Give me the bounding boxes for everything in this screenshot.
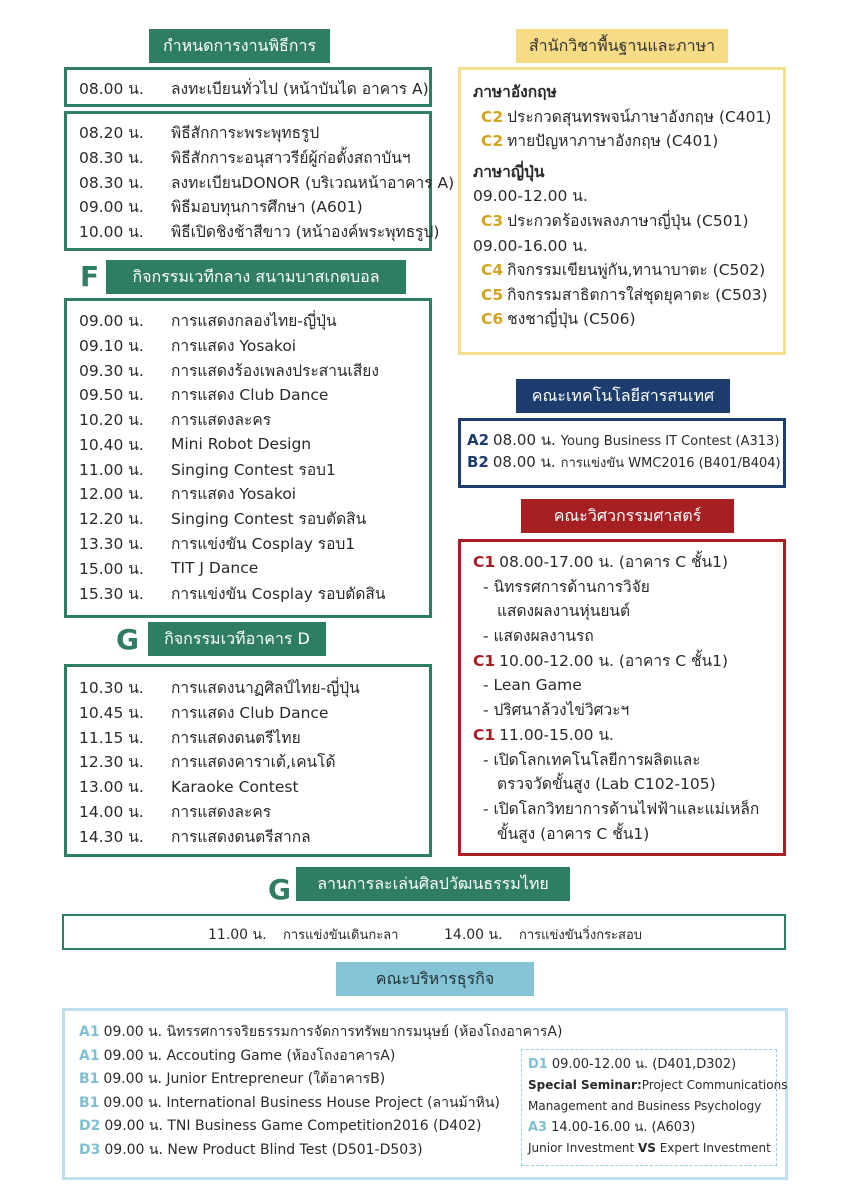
time: 15.00 น.	[79, 559, 144, 578]
activity-row	[473, 105, 771, 130]
schedule-row	[79, 120, 417, 145]
registration-box	[64, 67, 432, 107]
schedule-row	[79, 725, 417, 750]
eng-item: แสดงผลงานหุ่นยนต์	[497, 602, 631, 621]
activity: การแข่งขัน Cosplay รอบ1	[171, 535, 356, 554]
time: 12.00 น.	[79, 485, 144, 504]
schedule-row	[79, 799, 417, 824]
schedule-row	[79, 581, 417, 606]
room-code: C5	[481, 285, 504, 304]
activity: Singing Contest รอบตัดสิน	[171, 510, 367, 529]
zone-g2-box	[62, 914, 786, 950]
room-code: C1	[473, 553, 496, 571]
activity: ทายปัญหาภาษาอังกฤษ (C401)	[507, 132, 719, 151]
schedule-row	[79, 824, 417, 849]
time-location: 08.00-17.00 น. (อาคาร C ชั้น1)	[499, 553, 729, 571]
room-code: C1	[473, 651, 496, 670]
schedule-row	[79, 432, 417, 457]
activity-row	[473, 307, 771, 332]
eng-header: คณะวิศวกรรมศาสตร์	[521, 499, 734, 533]
activity: การแข่งขันวิ่งกระสอบ	[519, 928, 643, 943]
eng-item: - เปิดโลกวิทยาการด้านไฟฟ้าและแม่เหล็ก	[483, 799, 760, 818]
activity: 09.00 น. Junior Entrepreneur (ใต้อาคารB)	[103, 1071, 386, 1087]
business-box	[62, 1008, 788, 1180]
activity-row	[473, 283, 771, 308]
activity: 09.00 น. TNI Business Game Competition2016 (D402)	[104, 1118, 482, 1134]
zone-f-header: กิจกรรมเวทีกลาง สนามบาสเกตบอล	[106, 260, 406, 294]
activity: Karaoke Contest	[171, 777, 299, 796]
activity: การแสดงคาราเต้,เคนโด้	[171, 753, 336, 772]
zone-g-letter: G	[116, 623, 139, 656]
english-list	[473, 105, 771, 154]
zone-g2-header: ลานการละเล่นศิลปวัฒนธรรมไทย	[296, 867, 570, 901]
d1-row	[528, 1054, 770, 1075]
seminar-row-1	[528, 1075, 788, 1096]
schedule-row	[79, 482, 417, 507]
time: 09.50 น.	[79, 386, 144, 405]
room-code: B2	[467, 453, 489, 471]
activity: ประกวดร้องเพลงภาษาญี่ปุ่น (C501)	[507, 211, 749, 230]
time: 08.30 น.	[79, 148, 144, 167]
game-2	[444, 924, 642, 946]
room-code: B1	[79, 1094, 100, 1111]
eng-item: - Lean Game	[483, 676, 582, 695]
activity: Singing Contest รอบ1	[171, 460, 336, 479]
activity-row	[473, 258, 771, 283]
room-code: C6	[481, 310, 504, 329]
activity: การแสดงดนตรีไทย	[171, 728, 301, 747]
activity: 09.00 น. International Business House Project (ลานม้าหิน)	[103, 1094, 500, 1111]
activity: 09.00 น. Accouting Game (ห้องโถงอาคารA)	[103, 1047, 396, 1064]
japanese-title: ภาษาญี่ปุ่น	[473, 162, 545, 181]
activity: การแข่งขันเดินกะลา	[283, 928, 399, 943]
time: 14.30 น.	[79, 827, 144, 846]
business-header: คณะบริหารธุรกิจ	[336, 962, 534, 996]
basic-box	[458, 67, 786, 355]
a3-row	[528, 1117, 770, 1138]
activity: ลงทะเบียนทั่วไป (หน้าบันได อาคาร A)	[171, 79, 429, 98]
room-code: A2	[467, 431, 490, 449]
seminar-row-2: Management and Business Psychology	[528, 1099, 762, 1113]
schedule-row	[79, 531, 417, 556]
activity: การแสดงนาฏศิลป์ไทย-ญี่ปุ่น	[171, 678, 360, 697]
it-box	[458, 418, 786, 488]
time: 13.00 น.	[79, 778, 144, 797]
japanese-list-1	[473, 209, 771, 234]
time: 10.00 น.	[79, 223, 144, 242]
ceremony-header: กำหนดการงานพิธีการ	[149, 29, 330, 63]
d1-text: 09.00-12.00 น. (D401,D302)	[551, 1057, 737, 1072]
eng-item: - ปริศนาล้วงไข่วิศวะฯ	[483, 701, 630, 720]
japanese-list-2	[473, 258, 771, 332]
time: 12.30 น.	[79, 753, 144, 772]
schedule-row	[79, 700, 417, 725]
time: 08.00 น.	[79, 79, 144, 98]
eng-block-head	[473, 550, 771, 575]
activity: พิธีสักการะพระพุทธรูป	[171, 123, 320, 142]
schedule-row	[79, 774, 417, 799]
business-side-box	[521, 1049, 788, 1166]
time: 09.00 น.	[79, 311, 144, 330]
a3-text: 14.00-16.00 น. (A603)	[551, 1120, 696, 1135]
basic-header: สำนักวิชาพื้นฐานและภาษา	[516, 29, 728, 63]
eng-list	[473, 550, 771, 846]
room-code: C2	[481, 132, 504, 151]
activity: กิจกรรมสาธิตการใส่ชุดยุคาตะ (C503)	[507, 285, 768, 304]
zone-g-box	[64, 664, 432, 857]
time: 09.30 น.	[79, 361, 144, 380]
investment-right: Expert Investment	[655, 1141, 771, 1155]
time: 10.20 น.	[79, 411, 144, 430]
room-code: D3	[79, 1141, 101, 1158]
activity: Young Business IT Contest (A313)	[560, 434, 780, 449]
schedule-row	[79, 675, 417, 700]
time: 08.20 น.	[79, 123, 144, 142]
schedule-row	[79, 219, 440, 244]
activity: การแสดงละคร	[171, 802, 272, 821]
seminar-label: Special Seminar:	[528, 1078, 642, 1092]
it-list	[467, 429, 781, 473]
activity: 09.00 น. นิทรรศการจริยธรรมการจัดการทรัพยากรมนุษย์ (ห้องโถงอาคารA)	[103, 1024, 563, 1040]
activity: พิธีสักการะอนุสาวรีย์ผู้ก่อตั้งสถาบันฯ	[171, 148, 411, 167]
activity: พิธีเปิดชิงช้าสีขาว (หน้าองค์พระพุทธรูป)	[171, 223, 440, 242]
activity: การแสดง Club Dance	[171, 703, 329, 722]
room-code: D2	[79, 1118, 101, 1134]
room-code: A1	[79, 1047, 100, 1064]
schedule-row	[79, 194, 417, 219]
activity: การแข่งขัน Cosplay รอบตัดสิน	[171, 584, 386, 603]
zone-g-header: กิจกรรมเวทีอาคาร D	[148, 622, 326, 656]
it-header: คณะเทคโนโลยีสารสนเทศ	[516, 379, 730, 413]
room-code: C2	[481, 107, 504, 126]
schedule-row	[79, 145, 417, 170]
time: 10.45 น.	[79, 703, 144, 722]
eng-item: ตรวจวัดขั้นสูง (Lab C102-105)	[497, 775, 716, 794]
time: 13.30 น.	[79, 535, 144, 554]
time: 14.00 น.	[79, 802, 144, 821]
activity: การแสดง Yosakoi	[171, 336, 297, 355]
schedule-row	[79, 170, 455, 195]
activity: 09.00 น. New Product Blind Test (D501-D503)	[104, 1141, 423, 1158]
room-code: B1	[79, 1071, 100, 1087]
registration-row	[79, 76, 429, 101]
time: 08.00 น.	[492, 453, 556, 471]
activity-row	[473, 209, 771, 234]
activity: การแสดงดนตรีสากล	[171, 827, 311, 846]
time: 08.00 น.	[493, 431, 556, 449]
it-row	[467, 429, 780, 451]
schedule-row	[79, 506, 417, 531]
time: 11.00 น.	[79, 460, 144, 479]
eng-item: ขั้นสูง (อาคาร C ชั้น1)	[497, 824, 650, 843]
time: 15.30 น.	[79, 584, 144, 603]
activity: การแสดงกลองไทย-ญี่ปุ่น	[171, 311, 337, 330]
time: 10.40 น.	[79, 435, 144, 454]
schedule-row	[79, 749, 417, 774]
room-code: C4	[481, 261, 504, 280]
room-code: D1	[528, 1057, 548, 1072]
game-1	[208, 924, 398, 946]
schedule-row	[79, 358, 417, 383]
zone-f-letter: F	[80, 260, 100, 293]
schedule-row	[79, 333, 417, 358]
english-title: ภาษาอังกฤษ	[473, 83, 557, 101]
activity: ชงชาญี่ปุ่น (C506)	[507, 310, 636, 329]
eng-box	[458, 539, 786, 856]
it-row	[467, 451, 781, 473]
eng-block-head	[473, 723, 771, 748]
eng-item: - นิทรรศการด้านการวิจัย	[483, 577, 650, 596]
business-row	[79, 1021, 771, 1045]
activity: กิจกรรมเขียนพู่กัน,ทานาบาตะ (C502)	[507, 261, 766, 280]
activity-row	[473, 129, 771, 154]
room-code: A1	[79, 1024, 100, 1040]
zone-f-box	[64, 298, 432, 618]
activity: การแสดง Yosakoi	[171, 485, 297, 504]
ceremony-box	[64, 111, 455, 251]
japanese-time-2: 09.00-16.00 น.	[473, 236, 588, 255]
activity: TIT J Dance	[171, 559, 259, 578]
eng-item: - เปิดโลกเทคโนโลยีการผลิตและ	[483, 750, 701, 769]
activity: พิธีมอบทุนการศึกษา (A601)	[171, 198, 363, 217]
room-code: C1	[473, 725, 496, 744]
time: 10.30 น.	[79, 678, 144, 697]
time: 08.30 น.	[79, 173, 144, 192]
seminar-title-1: Project Communications	[641, 1078, 788, 1092]
time: 12.20 น.	[79, 510, 144, 529]
zone-g-list	[79, 675, 417, 849]
investment-left: Junior Investment	[528, 1141, 638, 1155]
room-code: A3	[528, 1120, 548, 1135]
time: 11.00 น.	[208, 927, 267, 943]
activity: การแสดง Club Dance	[171, 386, 329, 405]
vs-label: VS	[637, 1141, 656, 1155]
activity: การแสดงละคร	[171, 411, 272, 430]
time: 09.10 น.	[79, 336, 144, 355]
ceremony-list	[79, 120, 455, 244]
schedule-row	[79, 407, 417, 432]
schedule-row	[79, 457, 417, 482]
eng-block-head	[473, 649, 771, 674]
investment-row	[528, 1138, 770, 1159]
zone-f-list	[79, 308, 417, 606]
activity: การแสดงร้องเพลงประสานเสียง	[171, 361, 379, 380]
room-code: C3	[481, 211, 504, 230]
activity: ประกวดสุนทรพจน์ภาษาอังกฤษ (C401)	[507, 107, 772, 126]
activity: การแข่งขัน WMC2016 (B401/B404)	[560, 456, 781, 471]
schedule-row	[79, 308, 417, 333]
activity: ลงทะเบียนDONOR (บริเวณหน้าอาคาร A)	[171, 173, 455, 192]
schedule-row	[79, 382, 417, 407]
time: 14.00 น.	[444, 927, 503, 943]
time: 09.00 น.	[79, 198, 144, 217]
time: 11.15 น.	[79, 728, 144, 747]
time-location: 11.00-15.00 น.	[499, 725, 614, 744]
eng-item: - แสดงผลงานรถ	[483, 627, 594, 646]
time-location: 10.00-12.00 น. (อาคาร C ชั้น1)	[499, 651, 729, 670]
activity: Mini Robot Design	[171, 435, 312, 454]
zone-g2-letter: G	[268, 873, 291, 906]
japanese-time-1: 09.00-12.00 น.	[473, 187, 588, 206]
schedule-row	[79, 556, 417, 581]
